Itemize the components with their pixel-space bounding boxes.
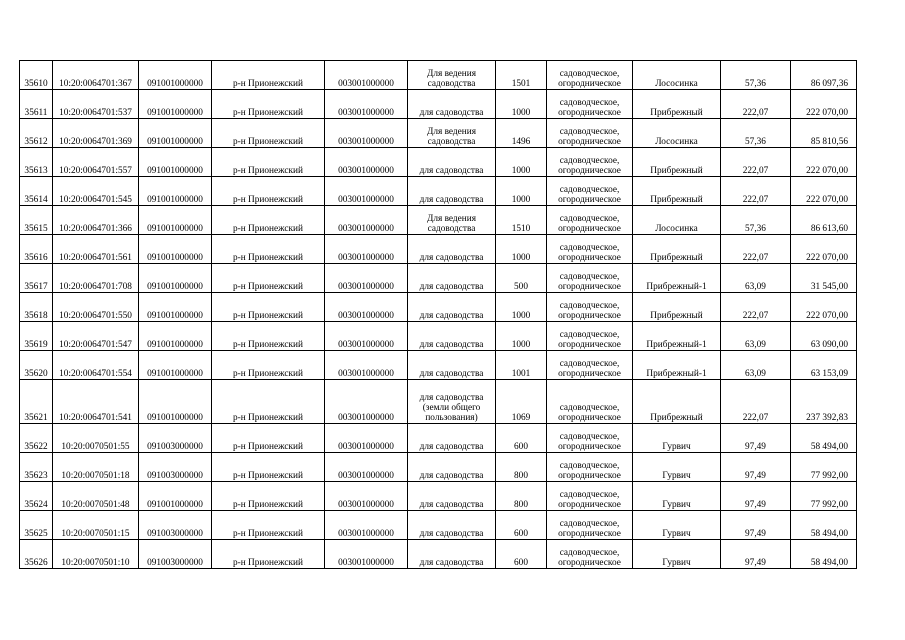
- cell-use-category: [547, 511, 633, 540]
- cell-permitted-use-line: садоводства: [427, 224, 476, 234]
- cell-use-category-line: садоводческое,: [559, 301, 620, 311]
- cell-use-category: [547, 61, 633, 90]
- cell-district: р-н Прионежский: [212, 264, 325, 293]
- cell-permitted-use: [408, 453, 496, 482]
- cell-permitted-use-line: садоводства: [427, 137, 476, 147]
- cell-permitted-use: [408, 119, 496, 148]
- cell-cadastral-value: 58 494,00: [791, 424, 857, 453]
- cell-cadastral-value: 86 613,60: [791, 206, 857, 235]
- cell-area: 1000: [496, 148, 547, 177]
- cell-use-category-line: садоводческое,: [559, 127, 620, 137]
- cell-okato-code: 091001000000: [139, 235, 212, 264]
- table-row: [20, 424, 857, 453]
- cell-cadastral-value: 31 545,00: [791, 264, 857, 293]
- cell-record-number: 35613: [20, 148, 53, 177]
- cell-use-category-line: садоводческое,: [559, 156, 620, 166]
- cell-district: р-н Прионежский: [212, 540, 325, 569]
- cell-location: Лососинка: [633, 61, 721, 90]
- cell-area: 1000: [496, 293, 547, 322]
- cell-okato-code: 091003000000: [139, 453, 212, 482]
- cell-cadastral-value: 222 070,00: [791, 235, 857, 264]
- cell-use-category-line: садоводческое,: [559, 272, 620, 282]
- cell-okato-code: 091003000000: [139, 511, 212, 540]
- cell-area: 1000: [496, 177, 547, 206]
- cell-permitted-use: [408, 351, 496, 380]
- cell-cadastral-value: 77 992,00: [791, 453, 857, 482]
- cell-district: р-н Прионежский: [212, 119, 325, 148]
- cell-record-number: 35614: [20, 177, 53, 206]
- cell-use-category-line: садоводческое,: [559, 69, 620, 79]
- cell-use-category: [547, 148, 633, 177]
- cell-permitted-use-line: садоводства: [427, 79, 476, 89]
- cell-cadastral-number: 10:20:0064701:541: [53, 380, 139, 424]
- cell-location: Прибрежный: [633, 148, 721, 177]
- cell-permitted-use-line: для садоводства: [419, 393, 484, 403]
- cell-record-number: 35612: [20, 119, 53, 148]
- cell-use-category-line: огородническое: [558, 311, 621, 321]
- cell-cadastral-value: 85 810,56: [791, 119, 857, 148]
- cell-district: р-н Прионежский: [212, 177, 325, 206]
- cell-district: р-н Прионежский: [212, 206, 325, 235]
- cell-use-category: [547, 322, 633, 351]
- cell-permitted-use: [408, 322, 496, 351]
- cell-use-category-line: садоводческое,: [559, 98, 620, 108]
- cell-use-category: [547, 380, 633, 424]
- cell-location: Прибрежный: [633, 90, 721, 119]
- cell-specific-value: 222,07: [721, 380, 791, 424]
- cell-use-category-line: огородническое: [558, 166, 621, 176]
- table-row: [20, 235, 857, 264]
- cell-okato-code: 091003000000: [139, 424, 212, 453]
- cell-permitted-use-line: для садоводства: [419, 166, 484, 176]
- cell-specific-value: 222,07: [721, 293, 791, 322]
- cell-use-category-line: садоводческое,: [559, 519, 620, 529]
- cell-use-category-line: садоводческое,: [559, 214, 620, 224]
- cell-permitted-use-line: для садоводства: [419, 253, 484, 263]
- table-row: [20, 264, 857, 293]
- cell-district: р-н Прионежский: [212, 322, 325, 351]
- cell-okato-code: 091001000000: [139, 90, 212, 119]
- table-row: [20, 540, 857, 569]
- cell-location: Гурвич: [633, 424, 721, 453]
- cell-okato-code: 091001000000: [139, 264, 212, 293]
- cell-specific-value: 222,07: [721, 148, 791, 177]
- cell-cadastral-number: 10:20:0064701:547: [53, 322, 139, 351]
- cell-use-category: [547, 424, 633, 453]
- cell-cadastral-number: 10:20:0064701:554: [53, 351, 139, 380]
- cell-location: Гурвич: [633, 540, 721, 569]
- cell-cadastral-value: 222 070,00: [791, 293, 857, 322]
- cell-permitted-use-line: Для ведения: [426, 214, 476, 224]
- cell-okato-code: 091001000000: [139, 351, 212, 380]
- cell-oktmo-code: 003001000000: [325, 380, 408, 424]
- cell-location: Прибрежный: [633, 293, 721, 322]
- cell-permitted-use: [408, 482, 496, 511]
- cell-area: 1001: [496, 351, 547, 380]
- cell-specific-value: 97,49: [721, 424, 791, 453]
- cell-oktmo-code: 003001000000: [325, 264, 408, 293]
- cell-location: Гурвич: [633, 511, 721, 540]
- cell-record-number: 35610: [20, 61, 53, 90]
- cell-okato-code: 091001000000: [139, 482, 212, 511]
- cell-permitted-use-line: для садоводства: [419, 195, 484, 205]
- cell-cadastral-value: 222 070,00: [791, 90, 857, 119]
- cell-oktmo-code: 003001000000: [325, 177, 408, 206]
- cell-permitted-use-line: (земли общего: [422, 403, 481, 413]
- cell-permitted-use: [408, 293, 496, 322]
- cell-location: Лососинка: [633, 206, 721, 235]
- cell-specific-value: 57,36: [721, 206, 791, 235]
- cell-district: р-н Прионежский: [212, 235, 325, 264]
- cell-permitted-use-line: для садоводства: [419, 442, 484, 452]
- cell-use-category-line: садоводческое,: [559, 461, 620, 471]
- cell-use-category: [547, 453, 633, 482]
- cell-area: 800: [496, 453, 547, 482]
- cell-cadastral-number: 10:20:0064701:557: [53, 148, 139, 177]
- cell-use-category-line: садоводческое,: [559, 548, 620, 558]
- cell-use-category-line: садоводческое,: [559, 490, 620, 500]
- cell-specific-value: 97,49: [721, 511, 791, 540]
- cell-use-category-line: огородническое: [558, 137, 621, 147]
- table-row: [20, 148, 857, 177]
- cell-use-category: [547, 206, 633, 235]
- cell-area: 1000: [496, 90, 547, 119]
- cell-record-number: 35624: [20, 482, 53, 511]
- cell-okato-code: 091001000000: [139, 148, 212, 177]
- cell-use-category-line: садоводческое,: [559, 330, 620, 340]
- land-registry-table: [19, 60, 857, 569]
- cell-location: Гурвич: [633, 453, 721, 482]
- cell-specific-value: 97,49: [721, 540, 791, 569]
- cell-okato-code: 091001000000: [139, 177, 212, 206]
- table-row: [20, 90, 857, 119]
- cell-oktmo-code: 003001000000: [325, 61, 408, 90]
- cell-cadastral-number: 10:20:0064701:550: [53, 293, 139, 322]
- cell-oktmo-code: 003001000000: [325, 206, 408, 235]
- cell-oktmo-code: 003001000000: [325, 351, 408, 380]
- cell-oktmo-code: 003001000000: [325, 424, 408, 453]
- cell-permitted-use: [408, 90, 496, 119]
- cell-use-category: [547, 482, 633, 511]
- cell-permitted-use-line: для садоводства: [419, 529, 484, 539]
- cell-district: р-н Прионежский: [212, 293, 325, 322]
- cell-cadastral-number: 10:20:0070501:18: [53, 453, 139, 482]
- cell-cadastral-value: 63 153,09: [791, 351, 857, 380]
- cell-specific-value: 97,49: [721, 482, 791, 511]
- cell-area: 600: [496, 424, 547, 453]
- cell-specific-value: 63,09: [721, 322, 791, 351]
- cell-permitted-use: [408, 264, 496, 293]
- cell-cadastral-number: 10:20:0064701:369: [53, 119, 139, 148]
- cell-use-category: [547, 119, 633, 148]
- cell-location: Прибрежный-1: [633, 322, 721, 351]
- cell-specific-value: 222,07: [721, 235, 791, 264]
- cell-record-number: 35620: [20, 351, 53, 380]
- table-row: [20, 322, 857, 351]
- cell-district: р-н Прионежский: [212, 453, 325, 482]
- cell-district: р-н Прионежский: [212, 380, 325, 424]
- cell-use-category-line: огородническое: [558, 340, 621, 350]
- cell-cadastral-value: 86 097,36: [791, 61, 857, 90]
- table-row: [20, 380, 857, 424]
- cell-use-category-line: огородническое: [558, 224, 621, 234]
- cell-record-number: 35616: [20, 235, 53, 264]
- cell-cadastral-number: 10:20:0070501:10: [53, 540, 139, 569]
- cell-area: 500: [496, 264, 547, 293]
- cell-cadastral-number: 10:20:0064701:561: [53, 235, 139, 264]
- cell-oktmo-code: 003001000000: [325, 453, 408, 482]
- cell-use-category: [547, 264, 633, 293]
- cell-permitted-use: [408, 424, 496, 453]
- cell-use-category: [547, 540, 633, 569]
- cell-use-category-line: огородническое: [558, 108, 621, 118]
- cell-permitted-use-line: для садоводства: [419, 558, 484, 568]
- cell-cadastral-value: 63 090,00: [791, 322, 857, 351]
- cell-location: Прибрежный-1: [633, 351, 721, 380]
- cell-area: 600: [496, 540, 547, 569]
- cell-permitted-use-line: для садоводства: [419, 500, 484, 510]
- cell-cadastral-number: 10:20:0064701:366: [53, 206, 139, 235]
- cell-specific-value: 57,36: [721, 61, 791, 90]
- cell-use-category-line: садоводческое,: [559, 359, 620, 369]
- cell-permitted-use-line: пользования): [425, 413, 478, 423]
- cell-use-category-line: садоводческое,: [559, 403, 620, 413]
- cell-district: р-н Прионежский: [212, 482, 325, 511]
- cell-permitted-use-line: для садоводства: [419, 282, 484, 292]
- cell-area: 1069: [496, 380, 547, 424]
- cell-district: р-н Прионежский: [212, 511, 325, 540]
- cell-record-number: 35619: [20, 322, 53, 351]
- cell-area: 1501: [496, 61, 547, 90]
- cell-use-category-line: огородническое: [558, 471, 621, 481]
- cell-permitted-use: [408, 540, 496, 569]
- cell-cadastral-number: 10:20:0064701:537: [53, 90, 139, 119]
- cell-use-category: [547, 235, 633, 264]
- cell-record-number: 35625: [20, 511, 53, 540]
- cell-use-category: [547, 293, 633, 322]
- cell-area: 800: [496, 482, 547, 511]
- cell-permitted-use: [408, 511, 496, 540]
- table-row: [20, 511, 857, 540]
- cell-cadastral-value: 237 392,83: [791, 380, 857, 424]
- cell-use-category-line: огородническое: [558, 253, 621, 263]
- cell-cadastral-number: 10:20:0064701:708: [53, 264, 139, 293]
- cell-record-number: 35626: [20, 540, 53, 569]
- cell-area: 1000: [496, 322, 547, 351]
- cell-use-category-line: огородническое: [558, 195, 621, 205]
- cell-location: Прибрежный: [633, 380, 721, 424]
- cell-cadastral-value: 77 992,00: [791, 482, 857, 511]
- cell-oktmo-code: 003001000000: [325, 90, 408, 119]
- cell-okato-code: 091001000000: [139, 206, 212, 235]
- cell-district: р-н Прионежский: [212, 90, 325, 119]
- cell-cadastral-value: 222 070,00: [791, 148, 857, 177]
- cell-district: р-н Прионежский: [212, 61, 325, 90]
- cell-record-number: 35621: [20, 380, 53, 424]
- cell-permitted-use-line: для садоводства: [419, 311, 484, 321]
- cell-specific-value: 63,09: [721, 264, 791, 293]
- table-row: [20, 453, 857, 482]
- cell-location: Прибрежный-1: [633, 264, 721, 293]
- cell-permitted-use: [408, 235, 496, 264]
- cell-cadastral-value: 222 070,00: [791, 177, 857, 206]
- cell-use-category-line: огородническое: [558, 529, 621, 539]
- cell-oktmo-code: 003001000000: [325, 119, 408, 148]
- cell-oktmo-code: 003001000000: [325, 511, 408, 540]
- cell-permitted-use: [408, 61, 496, 90]
- cell-district: р-н Прионежский: [212, 351, 325, 380]
- table-row: [20, 177, 857, 206]
- cell-specific-value: 57,36: [721, 119, 791, 148]
- cell-location: Гурвич: [633, 482, 721, 511]
- cell-record-number: 35617: [20, 264, 53, 293]
- cell-cadastral-value: 58 494,00: [791, 511, 857, 540]
- cell-specific-value: 222,07: [721, 90, 791, 119]
- cell-use-category-line: огородническое: [558, 442, 621, 452]
- cell-use-category-line: огородническое: [558, 413, 621, 423]
- cell-area: 1000: [496, 235, 547, 264]
- cell-record-number: 35623: [20, 453, 53, 482]
- cell-use-category-line: огородническое: [558, 558, 621, 568]
- cell-oktmo-code: 003001000000: [325, 322, 408, 351]
- cell-okato-code: 091001000000: [139, 322, 212, 351]
- cell-use-category-line: садоводческое,: [559, 432, 620, 442]
- cell-district: р-н Прионежский: [212, 148, 325, 177]
- cell-area: 600: [496, 511, 547, 540]
- cell-oktmo-code: 003001000000: [325, 148, 408, 177]
- cell-permitted-use: [408, 206, 496, 235]
- cell-area: 1510: [496, 206, 547, 235]
- cell-cadastral-number: 10:20:0070501:15: [53, 511, 139, 540]
- table-row: [20, 293, 857, 322]
- table-row: [20, 351, 857, 380]
- cell-use-category-line: огородническое: [558, 500, 621, 510]
- cell-specific-value: 222,07: [721, 177, 791, 206]
- cell-okato-code: 091001000000: [139, 119, 212, 148]
- cell-use-category-line: огородническое: [558, 369, 621, 379]
- cell-specific-value: 97,49: [721, 453, 791, 482]
- cell-permitted-use-line: Для ведения: [426, 127, 476, 137]
- cell-location: Лососинка: [633, 119, 721, 148]
- cell-okato-code: 091001000000: [139, 380, 212, 424]
- cell-use-category-line: огородническое: [558, 79, 621, 89]
- cell-cadastral-number: 10:20:0070501:48: [53, 482, 139, 511]
- cell-record-number: 35622: [20, 424, 53, 453]
- cell-use-category: [547, 351, 633, 380]
- cell-record-number: 35615: [20, 206, 53, 235]
- cell-cadastral-value: 58 494,00: [791, 540, 857, 569]
- cell-area: 1496: [496, 119, 547, 148]
- cell-record-number: 35618: [20, 293, 53, 322]
- cell-permitted-use-line: для садоводства: [419, 369, 484, 379]
- cell-okato-code: 091003000000: [139, 540, 212, 569]
- cell-use-category: [547, 90, 633, 119]
- cell-oktmo-code: 003001000000: [325, 235, 408, 264]
- cell-district: р-н Прионежский: [212, 424, 325, 453]
- cell-use-category: [547, 177, 633, 206]
- cell-permitted-use-line: для садоводства: [419, 108, 484, 118]
- table-row: [20, 61, 857, 90]
- table-body: [20, 61, 857, 569]
- cell-use-category-line: садоводческое,: [559, 243, 620, 253]
- cell-okato-code: 091001000000: [139, 61, 212, 90]
- cell-permitted-use-line: для садоводства: [419, 340, 484, 350]
- cell-cadastral-number: 10:20:0070501:55: [53, 424, 139, 453]
- cell-location: Прибрежный: [633, 177, 721, 206]
- cell-oktmo-code: 003001000000: [325, 482, 408, 511]
- cell-location: Прибрежный: [633, 235, 721, 264]
- cell-permitted-use: [408, 148, 496, 177]
- table-row: [20, 119, 857, 148]
- cell-permitted-use-line: Для ведения: [426, 69, 476, 79]
- cell-record-number: 35611: [20, 90, 53, 119]
- cell-oktmo-code: 003001000000: [325, 293, 408, 322]
- table-row: [20, 206, 857, 235]
- table-row: [20, 482, 857, 511]
- cell-use-category-line: садоводческое,: [559, 185, 620, 195]
- cell-permitted-use: [408, 380, 496, 424]
- cell-permitted-use: [408, 177, 496, 206]
- cell-permitted-use-line: для садоводства: [419, 471, 484, 481]
- cell-specific-value: 63,09: [721, 351, 791, 380]
- cell-oktmo-code: 003001000000: [325, 540, 408, 569]
- cell-cadastral-number: 10:20:0064701:545: [53, 177, 139, 206]
- cell-okato-code: 091001000000: [139, 293, 212, 322]
- cell-use-category-line: огородническое: [558, 282, 621, 292]
- cell-cadastral-number: 10:20:0064701:367: [53, 61, 139, 90]
